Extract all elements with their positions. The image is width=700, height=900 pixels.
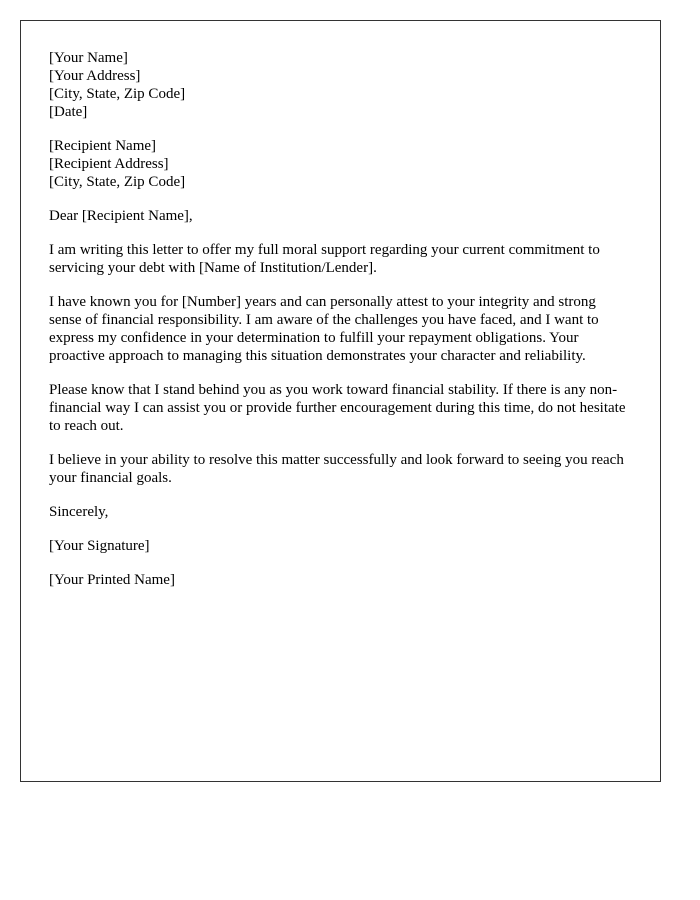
sender-street: [Your Address]: [49, 68, 141, 84]
body-paragraph-1: I am writing this letter to offer my full moral support regarding your current commitment to servicing your debt with [Name of Institution/Lender].: [49, 242, 600, 276]
signature: [Your Signature]: [49, 538, 150, 554]
body-paragraph-3: Please know that I stand behind you as you work toward financial stability. If there is any non-financial way I can assist you or provide further encouragement during this time, do not hesitate to reach out.: [49, 382, 626, 434]
sender-name: [Your Name]: [49, 50, 128, 66]
letter-date: [Date]: [49, 104, 88, 120]
salutation: Dear [Recipient Name],: [49, 208, 193, 224]
recipient-city: [City, State, Zip Code]: [49, 174, 186, 190]
body-paragraph-4: I believe in your ability to resolve this matter successfully and look forward to seeing you reach your financial goals.: [49, 452, 624, 486]
recipient-name: [Recipient Name]: [49, 138, 157, 154]
recipient-address: [49, 137, 632, 191]
sender-address: [49, 49, 632, 121]
body-paragraph-2: I have known you for [Number] years and can personally attest to your integrity and strong sense of financial responsibility. I am aware of the challenges you have faced, and I want to express my confidence in your determination to fulfill your repayment obligations. Your proactive approach to managing this situation demonstrates your character and reliability.: [49, 294, 599, 364]
recipient-street: [Recipient Address]: [49, 156, 169, 172]
closing: Sincerely,: [49, 504, 109, 520]
letter-page: [20, 20, 661, 782]
sender-city: [City, State, Zip Code]: [49, 86, 186, 102]
printed-name: [Your Printed Name]: [49, 572, 175, 588]
